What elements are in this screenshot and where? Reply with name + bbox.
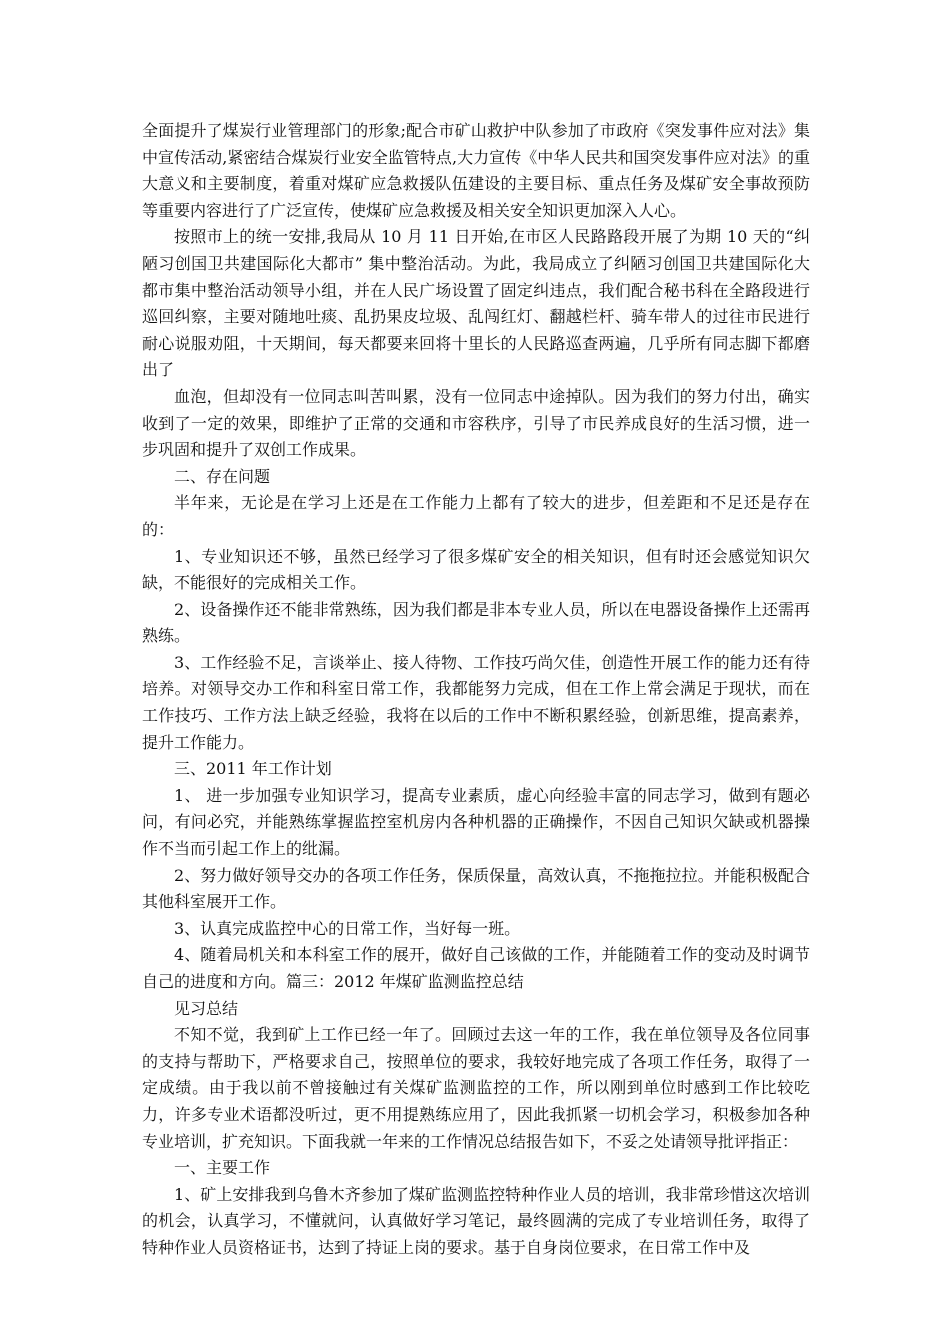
- paragraph: 不知不觉，我到矿上工作已经一年了。回顾过去这一年的工作，我在单位领导及各位同事的支持与帮助下，严格要求自己，按照单位的要求，我较好地完成了各项工作任务，取得了一定成绩。由于我以前不曾接触过有关煤矿监测监控的工作，所以刚到单位时感到工作比较吃力，许多专业术语都没听过，更不用提熟练应用了，因此我抓紧一切机会学习，积极参加各种专业培训，扩充知识。下面我就一年来的工作情况总结报告如下，不妥之处请领导批评指正：: [142, 1025, 810, 1151]
- paragraph: 按照市上的统一安排,我局从 10 月 11 日开始,在市区人民路路段开展了为期 10 天的“纠陋习创国卫共建国际化大都市” 集中整治活动。为此，我局成立了纠陋习创国卫共建国际化大都市集中整治活动领导小组，并在人民广场设置了固定纠违点，我们配合秘书科在全路段进行巡回纠察，主要对随地吐痰、乱扔果皮垃圾、乱闯红灯、翻越栏杆、骑车带人的过往市民进行耐心说服劝阻，十天期间，每天都要来回将十里长的人民路巡查两遍，几乎所有同志脚下都磨出了: [142, 227, 810, 380]
- paragraph: 全面提升了煤炭行业管理部门的形象;配合市矿山救护中队参加了市政府《突发事件应对法》集中宣传活动,紧密结合煤炭行业安全监管特点,大力宣传《中华人民共和国突发事件应对法》的重大意义和主要制度，着重对煤矿应急救援队伍建设的主要目标、重点任务及煤矿安全事故预防等重要内容进行了广泛宣传，使煤矿应急救援及相关安全知识更加深入人心。: [142, 121, 810, 220]
- list-item: 3、工作经验不足，言谈举止、接人待物、工作技巧尚欠佳，创造性开展工作的能力还有待培养。对领导交办工作和科室日常工作，我都能努力完成，但在工作上常会满足于现状，而在工作技巧、工作方法上缺乏经验，我将在以后的工作中不断积累经验，创新思维，提高素养，提升工作能力。: [142, 652, 810, 752]
- list-item: 2、设备操作还不能非常熟练，因为我们都是非本专业人员，所以在电器设备操作上还需再熟练。: [142, 599, 810, 646]
- document-body: [142, 118, 810, 1262]
- list-item: 1、专业知识还不够，虽然已经学习了很多煤矿安全的相关知识，但有时还会感觉知识欠缺，不能很好的完成相关工作。: [142, 546, 810, 593]
- list-item: 2、努力做好领导交办的各项工作任务，保质保量，高效认真，不拖拖拉拉。并能积极配合其他科室展开工作。: [142, 865, 810, 912]
- section-heading: 一、主要工作: [174, 1158, 271, 1178]
- paragraph: 半年来，无论是在学习上还是在工作能力上都有了较大的进步，但差距和不足还是存在的：: [142, 493, 810, 539]
- section-heading: 三、2011 年工作计划: [174, 759, 332, 779]
- section-heading: 见习总结: [174, 998, 239, 1018]
- list-item: 3、认真完成监控中心的日常工作，当好每一班。: [174, 918, 521, 938]
- section-heading: 二、存在问题: [174, 466, 271, 486]
- list-item: 1、矿上安排我到乌鲁木齐参加了煤矿监测监控特种作业人员的培训，我非常珍惜这次培训的机会，认真学习，不懂就问，认真做好学习笔记，最终圆满的完成了专业培训任务，取得了特种作业人员资格证书，达到了持证上岗的要求。基于自身岗位要求，在日常工作中及: [142, 1184, 810, 1257]
- list-item: 1、 进一步加强专业知识学习，提高专业素质，虚心向经验丰富的同志学习，做到有题必问，有问必究，并能熟练掌握监控室机房内各种机器的正确操作，不因自己知识欠缺或机器操作不当而引起工作上的纰漏。: [142, 785, 810, 859]
- list-item: 4、随着局机关和本科室工作的展开，做好自己该做的工作，并能随着工作的变动及时调节自己的进度和方向。篇三：2012 年煤矿监测监控总结: [142, 945, 810, 991]
- paragraph: 血泡，但却没有一位同志叫苦叫累，没有一位同志中途掉队。因为我们的努力付出，确实收到了一定的效果，即维护了正常的交通和市容秩序，引导了市民养成良好的生活习惯，进一步巩固和提升了双创工作成果。: [142, 386, 810, 460]
